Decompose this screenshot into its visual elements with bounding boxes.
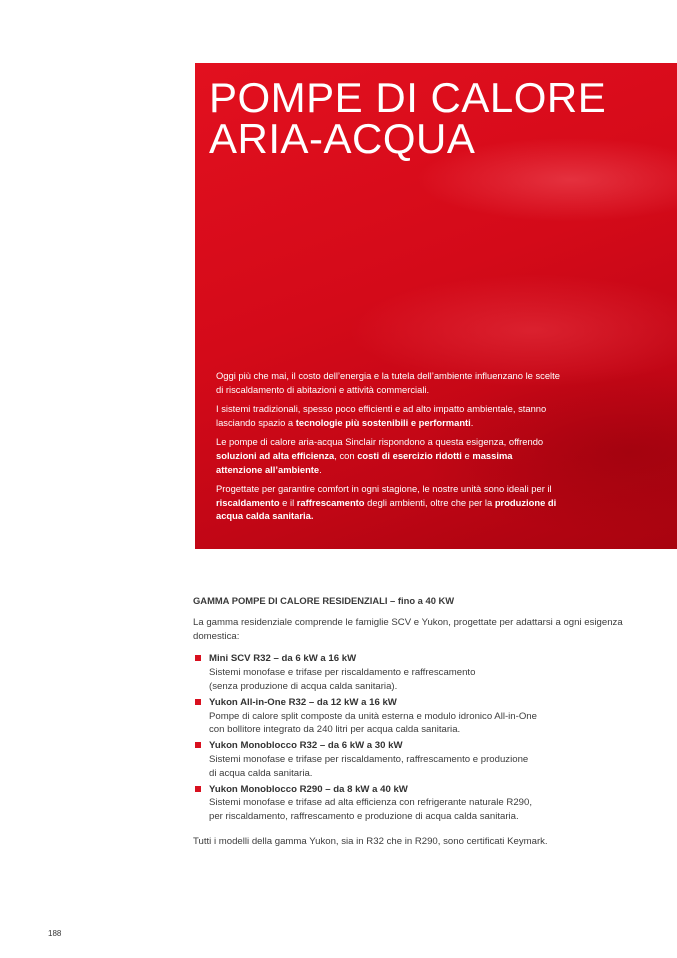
text-span: . <box>319 463 322 475</box>
product-description: Sistemi monofase e trifase per riscaldamento e raffrescamento <box>209 667 476 679</box>
product-name: Yukon Monoblocco R290 – da 8 kW a 40 kW <box>209 783 408 795</box>
hero-paragraph-2 <box>216 402 561 429</box>
emphasis-text: riscaldamento <box>216 496 280 508</box>
product-name: Yukon All-in-One R32 – da 12 kW a 16 kW <box>209 696 397 708</box>
residential-range-section <box>193 594 623 849</box>
section-heading: GAMMA POMPE DI CALORE RESIDENZIALI – fino a 40 KW <box>193 595 455 606</box>
emphasis-text: costi di esercizio ridotti <box>357 449 462 461</box>
text-span: . <box>470 416 474 428</box>
page-number: 188 <box>48 929 62 938</box>
text-span: I sistemi tradizionali, spesso poco efficienti e ad alto impatto ambientale, stanno lasciando spazio a <box>216 403 547 428</box>
text-span: , con <box>334 449 358 461</box>
product-list <box>193 652 623 824</box>
list-item <box>193 783 623 824</box>
square-bullet-icon <box>195 655 201 661</box>
product-description: Sistemi monofase e trifase ad alta efficienza con refrigerante naturale R290, <box>209 797 532 809</box>
emphasis-text: produzione di acqua calda sanitaria. <box>216 496 557 522</box>
square-bullet-icon <box>195 786 201 792</box>
emphasis-text: soluzioni ad alta efficienza <box>216 449 335 461</box>
text-span: Le pompe di calore aria-acqua Sinclair rispondono a questa esigenza, offrendo <box>216 436 544 448</box>
hero-paragraph-1: Oggi più che mai, il costo dell’energia e la tutela dell’ambiente influenzano le scelte di riscaldamento di abitazioni e attività commerciali. <box>216 370 560 395</box>
text-span: e il <box>279 496 297 508</box>
text-span: e <box>461 449 473 461</box>
list-item <box>193 696 623 737</box>
emphasis-text: massima attenzione all’ambiente <box>216 449 513 475</box>
product-description: (senza produzione di acqua calda sanitaria). <box>209 680 398 692</box>
product-description: di acqua calda sanitaria. <box>209 767 313 779</box>
emphasis-text: raffrescamento <box>296 496 365 508</box>
title-line-1: POMPE DI CALORE <box>209 74 607 121</box>
product-name: Yukon Monoblocco R32 – da 6 kW a 30 kW <box>209 740 403 752</box>
text-span: degli ambienti, oltre che per la <box>364 496 495 508</box>
hero-intro-text <box>216 369 561 529</box>
product-description: con bollitore integrato da 240 litri per acqua calda sanitaria. <box>209 724 461 736</box>
list-item <box>193 739 623 780</box>
product-description: Pompe di calore split composte da unità esterna e modulo idronico All-in-One <box>209 710 537 722</box>
title-line-2: ARIA-ACQUA <box>209 115 476 162</box>
list-item <box>193 652 623 693</box>
product-description: per riscaldamento, raffrescamento e produzione di acqua calda sanitaria. <box>209 811 519 823</box>
page-title <box>209 74 607 162</box>
text-span: Progettate per garantire comfort in ogni stagione, le nostre unità sono ideali per il <box>216 483 552 495</box>
hero-paragraph-4 <box>216 482 561 523</box>
product-name: Mini SCV R32 – da 6 kW a 16 kW <box>209 653 357 665</box>
product-description: Sistemi monofase e trifase per riscaldamento, raffrescamento e produzione <box>209 753 529 765</box>
hero-banner <box>195 63 677 549</box>
square-bullet-icon <box>195 742 201 748</box>
section-intro: La gamma residenziale comprende le famiglie SCV e Yukon, progettate per adattarsi a ogni esigenza domestica: <box>193 616 623 642</box>
square-bullet-icon <box>195 699 201 705</box>
hero-paragraph-3 <box>216 435 561 476</box>
section-outro: Tutti i modelli della gamma Yukon, sia in R32 che in R290, sono certificati Keymark. <box>193 835 548 847</box>
emphasis-text: tecnologie più sostenibili e performanti <box>295 416 471 428</box>
